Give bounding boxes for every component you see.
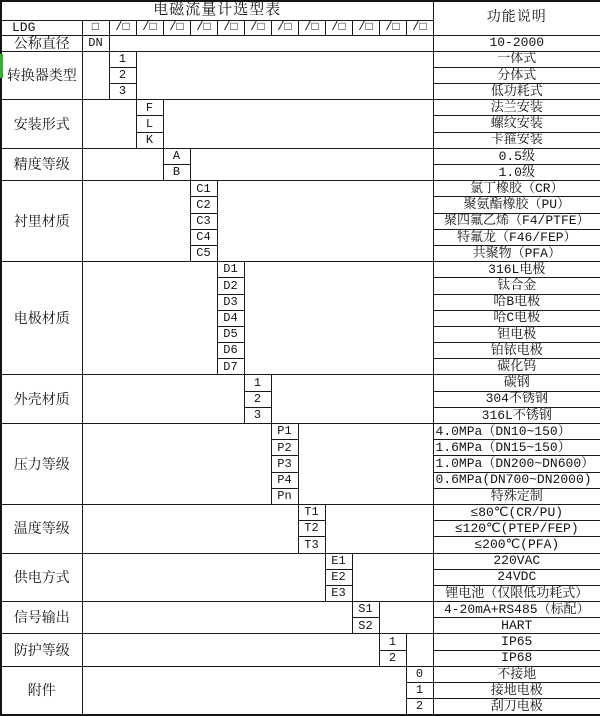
code-lining-material-C2: C2 xyxy=(190,197,217,213)
desc-pressure-rating-4: 特殊定制 xyxy=(433,488,600,504)
code-box-slash-8: /□ xyxy=(325,20,352,35)
desc-lining-material-2: 聚四氟乙烯（F4/PTFE） xyxy=(433,213,600,229)
code-accessory-2: 2 xyxy=(406,699,433,715)
code-lining-material-C1: C1 xyxy=(190,181,217,197)
desc-accessory-1: 接地电极 xyxy=(433,683,600,699)
spacer-left-shell-material xyxy=(82,375,244,424)
desc-electrode-material-2: 哈B电极 xyxy=(433,294,600,310)
section-label-installation-type: 安装形式 xyxy=(1,100,82,149)
code-accuracy-class-B: B xyxy=(163,165,190,181)
section-label-lining-material: 衬里材质 xyxy=(1,181,82,262)
section-label-accuracy-class: 精度等级 xyxy=(1,148,82,180)
spacer-left-temperature-rating xyxy=(82,504,298,553)
code-pressure-rating-P4: P4 xyxy=(271,472,298,488)
function-column-header: 功能说明 xyxy=(433,1,600,35)
model-code-ldg: LDG xyxy=(1,20,82,35)
row-installation-type-0 xyxy=(1,100,600,116)
spacer-right-temperature-rating xyxy=(325,504,433,553)
desc-lining-material-1: 聚氨酯橡胶（PU） xyxy=(433,197,600,213)
row-protection-rating-0 xyxy=(1,634,600,650)
row-nominal-diameter-0 xyxy=(1,35,600,51)
table-title: 电磁流量计选型表 xyxy=(1,1,433,20)
desc-accessory-0: 不接地 xyxy=(433,666,600,682)
code-signal-output-S2: S2 xyxy=(352,618,379,634)
desc-electrode-material-5: 铂铱电极 xyxy=(433,343,600,359)
desc-electrode-material-0: 316L电极 xyxy=(433,262,600,278)
code-electrode-material-D2: D2 xyxy=(217,278,244,294)
code-box-slash-3: /□ xyxy=(190,20,217,35)
code-box-slash-9: /□ xyxy=(352,20,379,35)
desc-lining-material-4: 共聚物（PFA） xyxy=(433,245,600,261)
spacer-left-converter-type xyxy=(82,51,109,100)
desc-temperature-rating-0: ≤80℃(CR/PU) xyxy=(433,504,600,520)
section-label-power-supply: 供电方式 xyxy=(1,553,82,602)
spacer-left-installation-type xyxy=(82,100,136,149)
desc-power-supply-2: 锂电池（仅限低功耗式） xyxy=(433,585,600,601)
code-protection-rating-1: 1 xyxy=(379,634,406,650)
desc-accuracy-class-0: 0.5级 xyxy=(433,148,600,164)
section-label-electrode-material: 电极材质 xyxy=(1,262,82,375)
spacer-right-lining-material xyxy=(217,181,433,262)
code-electrode-material-D7: D7 xyxy=(217,359,244,375)
spacer-right-accuracy-class xyxy=(190,148,433,180)
spacer-right-power-supply xyxy=(352,553,433,602)
code-shell-material-3: 3 xyxy=(244,407,271,423)
spacer-right-installation-type xyxy=(163,100,433,149)
code-nominal-diameter-DN: DN xyxy=(82,35,109,51)
desc-pressure-rating-2: 1.0MPa（DN200~DN600） xyxy=(433,456,600,472)
desc-signal-output-0: 4-20mA+RS485（标配） xyxy=(433,602,600,618)
spacer-right-pressure-rating xyxy=(298,424,433,505)
code-box-blank: □ xyxy=(82,20,109,35)
desc-shell-material-0: 碳钢 xyxy=(433,375,600,391)
desc-pressure-rating-1: 1.6MPa（DN15~150） xyxy=(433,440,600,456)
desc-temperature-rating-2: ≤200℃(PFA) xyxy=(433,537,600,553)
section-label-pressure-rating: 压力等级 xyxy=(1,424,82,505)
row-pressure-rating-0 xyxy=(1,424,600,440)
desc-installation-type-1: 螺纹安装 xyxy=(433,116,600,132)
desc-lining-material-3: 特氟龙（F46/FEP） xyxy=(433,229,600,245)
section-label-accessory: 附件 xyxy=(1,666,82,715)
desc-electrode-material-6: 碳化钨 xyxy=(433,359,600,375)
desc-lining-material-0: 氯丁橡胶（CR） xyxy=(433,181,600,197)
spacer-left-accuracy-class xyxy=(82,148,163,180)
code-converter-type-3: 3 xyxy=(109,84,136,100)
code-box-slash-11: /□ xyxy=(406,20,433,35)
desc-protection-rating-1: IP68 xyxy=(433,650,600,666)
desc-converter-type-0: 一体式 xyxy=(433,51,600,67)
code-electrode-material-D5: D5 xyxy=(217,326,244,342)
desc-installation-type-0: 法兰安装 xyxy=(433,100,600,116)
row-electrode-material-0 xyxy=(1,262,600,278)
code-accessory-1: 1 xyxy=(406,683,433,699)
code-power-supply-E3: E3 xyxy=(325,585,352,601)
code-shell-material-1: 1 xyxy=(244,375,271,391)
code-pressure-rating-P2: P2 xyxy=(271,440,298,456)
row-accuracy-class-0 xyxy=(1,148,600,164)
row-converter-type-0 xyxy=(1,51,600,67)
code-accessory-0: 0 xyxy=(406,666,433,682)
spacer-left-lining-material xyxy=(82,181,190,262)
desc-protection-rating-0: IP65 xyxy=(433,634,600,650)
code-installation-type-L: L xyxy=(136,116,163,132)
row-lining-material-0 xyxy=(1,181,600,197)
code-power-supply-E1: E1 xyxy=(325,553,352,569)
spacer-right-signal-output xyxy=(379,602,433,634)
code-pressure-rating-P1: P1 xyxy=(271,424,298,440)
section-label-nominal-diameter: 公称直径 xyxy=(1,35,82,51)
code-electrode-material-D6: D6 xyxy=(217,343,244,359)
desc-shell-material-1: 304不锈钢 xyxy=(433,391,600,407)
desc-power-supply-0: 220VAC xyxy=(433,553,600,569)
spacer-right-nominal-diameter xyxy=(109,35,433,51)
code-converter-type-1: 1 xyxy=(109,51,136,67)
code-lining-material-C4: C4 xyxy=(190,229,217,245)
code-power-supply-E2: E2 xyxy=(325,569,352,585)
code-pressure-rating-P3: P3 xyxy=(271,456,298,472)
code-pressure-rating-Pn: Pn xyxy=(271,488,298,504)
desc-nominal-diameter-0: 10-2000 xyxy=(433,35,600,51)
row-temperature-rating-0 xyxy=(1,504,600,520)
row-signal-output-0 xyxy=(1,602,600,618)
section-label-converter-type: 转换器类型 xyxy=(1,51,82,100)
code-electrode-material-D1: D1 xyxy=(217,262,244,278)
spacer-right-converter-type xyxy=(136,51,433,100)
spacer-left-protection-rating xyxy=(82,634,379,666)
desc-converter-type-1: 分体式 xyxy=(433,67,600,83)
section-label-shell-material: 外壳材质 xyxy=(1,375,82,424)
code-box-slash-1: /□ xyxy=(136,20,163,35)
spacer-left-accessory xyxy=(82,666,406,715)
code-box-slash-10: /□ xyxy=(379,20,406,35)
code-lining-material-C3: C3 xyxy=(190,213,217,229)
selection-table-body xyxy=(1,1,600,715)
code-temperature-rating-T1: T1 xyxy=(298,504,325,520)
code-box-slash-5: /□ xyxy=(244,20,271,35)
desc-pressure-rating-3: 0.6MPa(DN700~DN2000) xyxy=(433,472,600,488)
desc-shell-material-2: 316L不锈钢 xyxy=(433,407,600,423)
spacer-left-signal-output xyxy=(82,602,352,634)
row-power-supply-0 xyxy=(1,553,600,569)
spacer-left-pressure-rating xyxy=(82,424,271,505)
row-accessory-0 xyxy=(1,666,600,682)
code-shell-material-2: 2 xyxy=(244,391,271,407)
code-box-slash-4: /□ xyxy=(217,20,244,35)
spacer-right-shell-material xyxy=(271,375,433,424)
code-installation-type-K: K xyxy=(136,132,163,148)
desc-electrode-material-3: 哈C电极 xyxy=(433,310,600,326)
code-box-slash-7: /□ xyxy=(298,20,325,35)
section-label-protection-rating: 防护等级 xyxy=(1,634,82,666)
desc-temperature-rating-1: ≤120℃(PTEP/FEP) xyxy=(433,521,600,537)
code-box-slash-0: /□ xyxy=(109,20,136,35)
code-electrode-material-D3: D3 xyxy=(217,294,244,310)
code-lining-material-C5: C5 xyxy=(190,245,217,261)
title-row xyxy=(1,1,600,20)
desc-electrode-material-1: 钛合金 xyxy=(433,278,600,294)
desc-converter-type-2: 低功耗式 xyxy=(433,84,600,100)
spacer-left-power-supply xyxy=(82,553,325,602)
code-box-slash-2: /□ xyxy=(163,20,190,35)
code-temperature-rating-T2: T2 xyxy=(298,521,325,537)
code-converter-type-2: 2 xyxy=(109,67,136,83)
code-box-slash-6: /□ xyxy=(271,20,298,35)
desc-accessory-2: 刮刀电极 xyxy=(433,699,600,715)
green-edge-artifact xyxy=(0,54,3,78)
code-electrode-material-D4: D4 xyxy=(217,310,244,326)
desc-accuracy-class-1: 1.0级 xyxy=(433,165,600,181)
desc-installation-type-2: 卡箍安装 xyxy=(433,132,600,148)
code-accuracy-class-A: A xyxy=(163,148,190,164)
desc-power-supply-1: 24VDC xyxy=(433,569,600,585)
desc-signal-output-1: HART xyxy=(433,618,600,634)
row-shell-material-0 xyxy=(1,375,600,391)
code-protection-rating-2: 2 xyxy=(379,650,406,666)
desc-electrode-material-4: 钽电极 xyxy=(433,326,600,342)
code-temperature-rating-T3: T3 xyxy=(298,537,325,553)
desc-pressure-rating-0: 4.0MPa（DN10~150） xyxy=(433,424,600,440)
spacer-left-electrode-material xyxy=(82,262,217,375)
code-installation-type-F: F xyxy=(136,100,163,116)
code-signal-output-S1: S1 xyxy=(352,602,379,618)
spacer-right-protection-rating xyxy=(406,634,433,666)
section-label-signal-output: 信号输出 xyxy=(1,602,82,634)
section-label-temperature-rating: 温度等级 xyxy=(1,504,82,553)
spacer-right-electrode-material xyxy=(244,262,433,375)
